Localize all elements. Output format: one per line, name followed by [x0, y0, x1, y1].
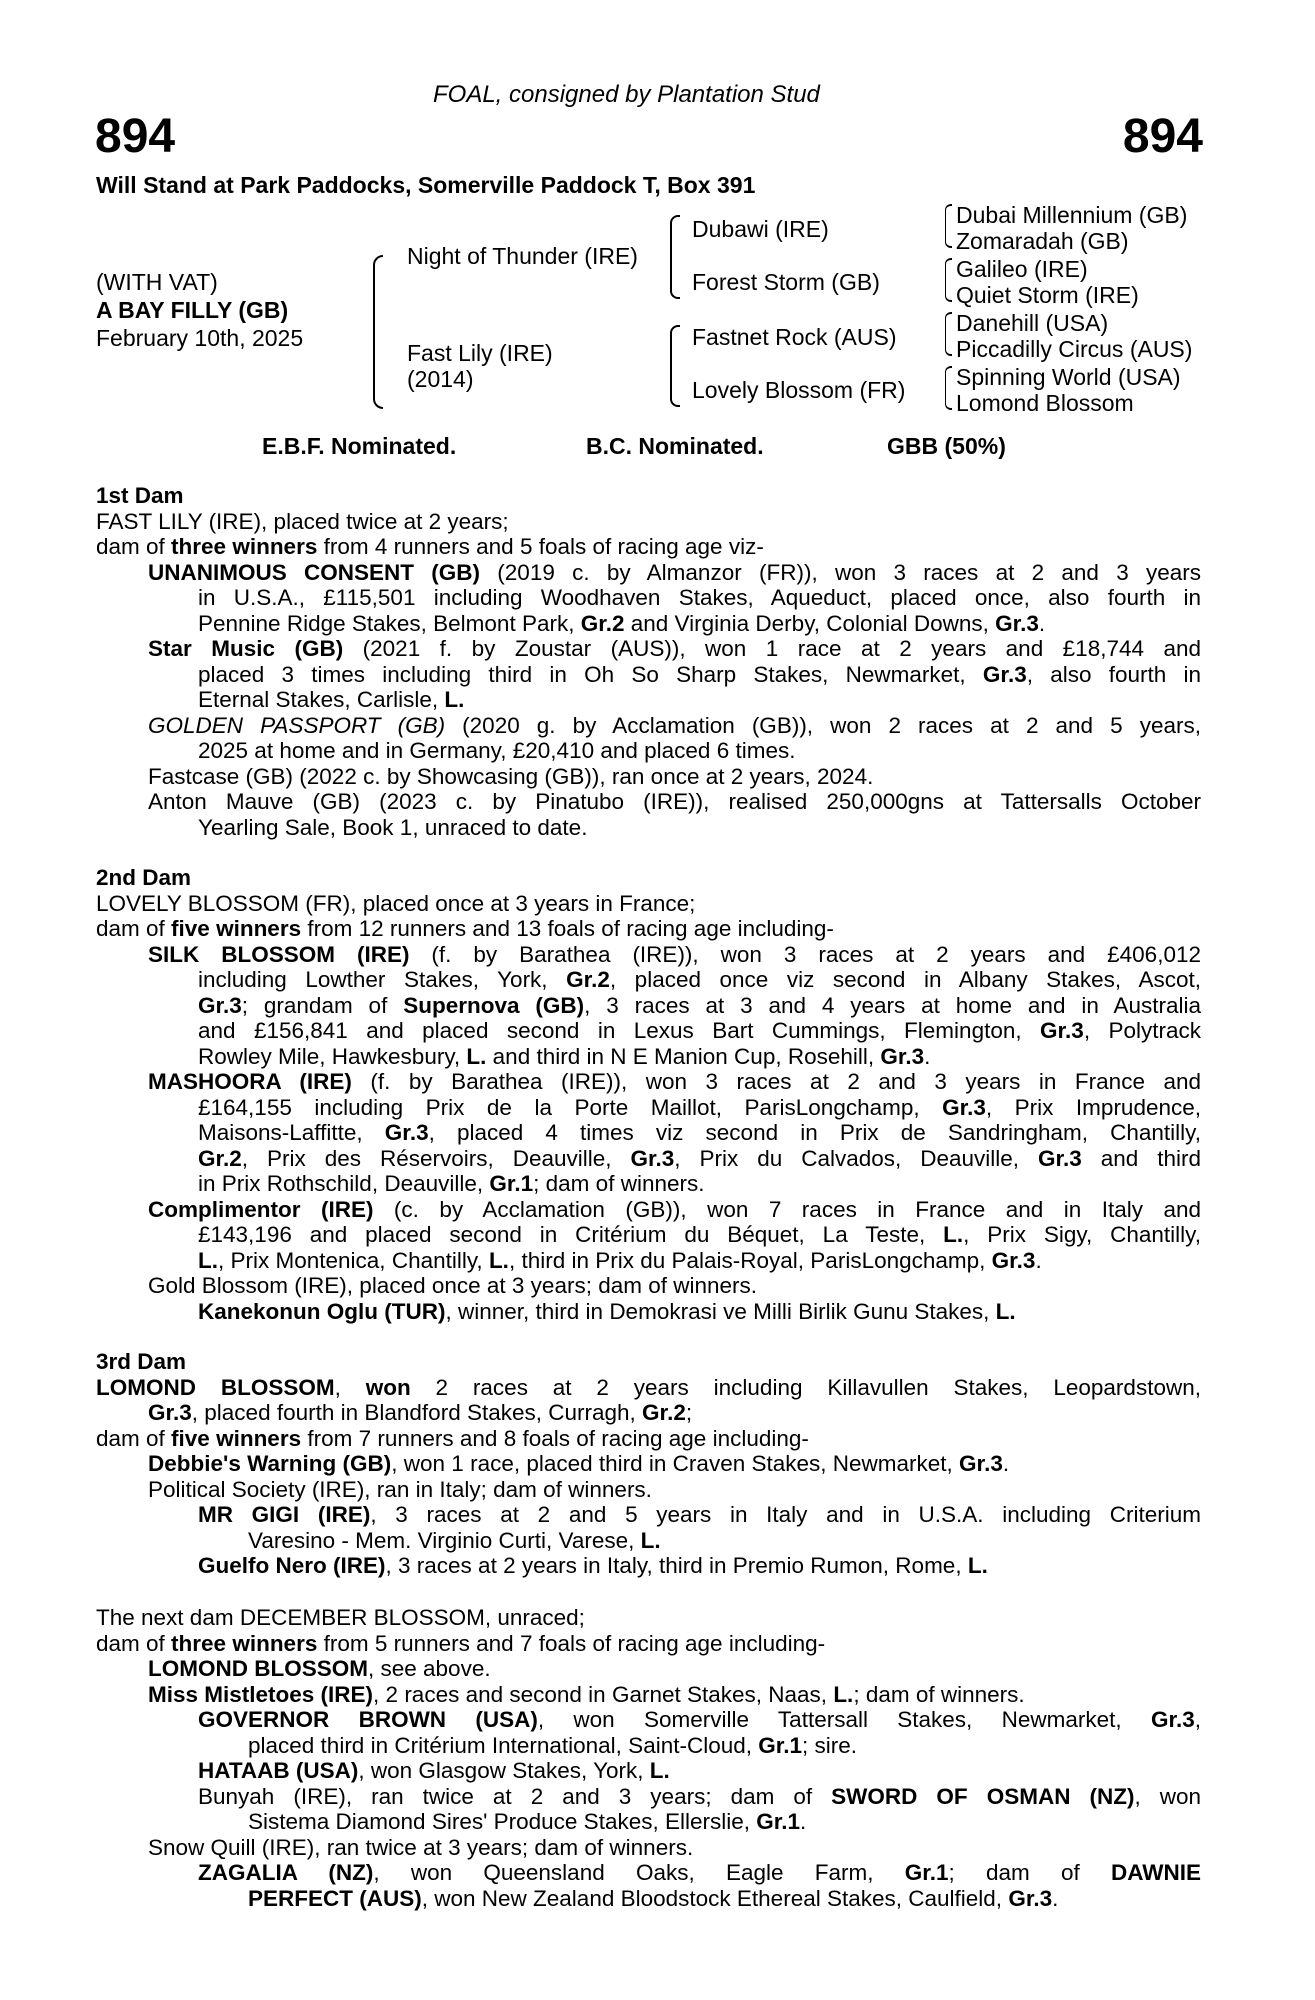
- next-dam-line: [96, 1784, 1201, 1810]
- text-run: (2019 c. by Almanzor (FR)), won 3 races at 2 and 3 years: [480, 559, 1201, 585]
- first-dam-line: [96, 585, 1201, 611]
- text-run: , won Queensland Oaks, Eagle Farm,: [373, 1860, 905, 1885]
- text-run: .: [1052, 1885, 1059, 1911]
- gbb-note: GBB (50%): [887, 433, 1006, 459]
- text-run: Gr.1: [758, 1732, 803, 1758]
- second-dam-line: [96, 1273, 1201, 1299]
- lot-number-left: 894: [95, 110, 176, 163]
- text-run: LOMOND BLOSSOM: [148, 1656, 368, 1681]
- text-run: , won Somerville Tattersall Stakes, Newmarket,: [537, 1707, 1151, 1732]
- pedigree-sire: Night of Thunder (IRE): [407, 243, 638, 269]
- first-dam-heading: 1st Dam: [96, 483, 184, 508]
- text-run: L.: [488, 1247, 509, 1273]
- second-dam-heading: 2nd Dam: [96, 865, 192, 890]
- pedigree-dam: Fast Lily (IRE): [407, 340, 553, 366]
- pedigree-sss: Dubai Millennium (GB): [956, 202, 1188, 228]
- first-dam-line: [96, 815, 1201, 841]
- text-run: , 2 races and second in Garnet Stakes, Naas,: [373, 1681, 834, 1707]
- text-run: ; grandam of: [241, 992, 404, 1018]
- text-run: L.: [943, 1222, 964, 1247]
- first-dam-lines: [96, 509, 1201, 841]
- next-dam-line: [96, 1860, 1201, 1886]
- second-dam-line: [96, 1171, 1201, 1197]
- text-run: Snow Quill (IRE), ran twice at 3 years; dam of winners.: [148, 1834, 694, 1860]
- text-run: Kanekonun Oglu (TUR): [198, 1298, 446, 1324]
- text-run: The next dam DECEMBER BLOSSOM, unraced;: [96, 1605, 585, 1630]
- text-run: five winners: [171, 916, 302, 941]
- text-run: , Prix Sigy, Chantilly,: [963, 1222, 1201, 1247]
- text-run: Gr.3: [198, 992, 242, 1018]
- text-run: and third: [1081, 1145, 1202, 1171]
- text-run: Fastcase (GB) (2022 c. by Showcasing (GB)), ran once at 2 years, 2024.: [148, 763, 874, 789]
- third-dam-line: [96, 1426, 1201, 1452]
- first-dam-line: [96, 738, 1201, 764]
- text-run: , 3 races at 2 and 5 years in Italy and in U.S.A. including Criterium: [370, 1502, 1201, 1527]
- text-run: dam of: [96, 916, 172, 941]
- text-run: ,: [334, 1374, 366, 1400]
- pedigree-dss: Danehill (USA): [956, 310, 1109, 336]
- text-run: Gr.1: [756, 1809, 801, 1834]
- pedigree-sire-dam: Forest Storm (GB): [692, 269, 880, 295]
- first-dam-line: [96, 713, 1201, 739]
- text-run: SILK BLOSSOM (IRE): [148, 941, 410, 967]
- text-run: and third in N E Manion Cup, Rosehill,: [486, 1043, 881, 1069]
- second-dam-line: [96, 1018, 1201, 1044]
- second-dam-section: [96, 865, 1201, 1324]
- text-run: Gr.2: [580, 610, 625, 636]
- text-run: Star Music (GB): [148, 636, 344, 661]
- second-dam-line: [96, 916, 1201, 942]
- text-run: , 3 races at 2 years in Italy, third in Premio Rumon, Rome,: [385, 1553, 968, 1578]
- third-dam-line: [96, 1400, 1201, 1426]
- second-dam-lines: [96, 891, 1201, 1325]
- text-run: £143,196 and placed second in Critérium du Béquet, La Teste,: [198, 1222, 944, 1247]
- text-run: DAWNIE: [1111, 1860, 1201, 1885]
- text-run: and £156,841 and placed second in Lexus Bart Cummings, Flemington,: [198, 1018, 1041, 1043]
- pedigree-brace-ds: [945, 312, 952, 356]
- text-run: , Prix Montenica, Chantilly,: [218, 1247, 489, 1273]
- text-run: L.: [995, 1298, 1016, 1324]
- text-run: Sistema Diamond Sires' Produce Stakes, Ellerslie,: [248, 1809, 757, 1834]
- text-run: SWORD OF OSMAN (NZ): [831, 1783, 1135, 1809]
- text-run: dam of: [96, 534, 172, 559]
- text-run: dam of: [96, 1425, 172, 1451]
- text-run: L.: [833, 1681, 854, 1707]
- text-run: Complimentor (IRE): [148, 1196, 374, 1222]
- lot-title: A BAY FILLY (GB): [96, 297, 289, 323]
- text-run: HATAAB (USA): [198, 1758, 359, 1783]
- second-dam-line: [96, 1044, 1201, 1070]
- text-run: L.: [967, 1553, 988, 1578]
- text-run: L.: [444, 687, 465, 712]
- third-dam-heading: 3rd Dam: [96, 1349, 187, 1374]
- third-dam-line: [96, 1553, 1201, 1579]
- text-run: , winner, third in Demokrasi ve Milli Birlik Gunu Stakes,: [445, 1298, 996, 1324]
- text-run: FAST LILY (IRE), placed twice at 2 years;: [96, 508, 509, 534]
- text-run: in Prix Rothschild, Deauville,: [198, 1171, 490, 1196]
- text-run: and Virginia Derby, Colonial Downs,: [624, 610, 996, 636]
- ebf-nomination: E.B.F. Nominated.: [262, 433, 457, 459]
- text-run: MASHOORA (IRE): [148, 1069, 352, 1094]
- second-dam-line: [96, 1299, 1201, 1325]
- text-run: L.: [466, 1043, 487, 1069]
- text-run: , won: [1134, 1783, 1201, 1809]
- text-run: , Prix des Réservoirs, Deauville,: [241, 1145, 631, 1171]
- pedigree-dam-sire: Fastnet Rock (AUS): [692, 324, 897, 350]
- text-run: , won New Zealand Bloodstock Ethereal Stakes, Caulfield,: [421, 1885, 1009, 1911]
- text-run: ZAGALIA (NZ): [198, 1860, 374, 1885]
- text-run: Gr.3: [982, 661, 1027, 687]
- text-run: five winners: [171, 1425, 302, 1451]
- text-run: Gr.3: [942, 1094, 986, 1120]
- text-run: Gr.3: [630, 1145, 675, 1171]
- second-dam-line: [96, 1095, 1201, 1121]
- text-run: Miss Mistletoes (IRE): [148, 1681, 374, 1707]
- first-dam-line: [96, 662, 1201, 688]
- text-run: Rowley Mile, Hawkesbury,: [198, 1043, 467, 1069]
- text-run: won: [365, 1374, 411, 1400]
- text-run: dam of: [96, 1630, 172, 1656]
- text-run: Pennine Ridge Stakes, Belmont Park,: [198, 610, 581, 636]
- pedigree-dds: Spinning World (USA): [956, 364, 1181, 390]
- text-run: three winners: [171, 534, 318, 559]
- second-dam-line: [96, 1146, 1201, 1172]
- foaling-date: February 10th, 2025: [96, 325, 304, 351]
- text-run: Gr.3: [959, 1451, 1003, 1476]
- text-run: .: [924, 1043, 931, 1069]
- first-dam-line: [96, 534, 1201, 560]
- second-dam-line: [96, 1222, 1201, 1248]
- second-dam-line: [96, 1120, 1201, 1146]
- text-run: GOLDEN PASSPORT (GB): [148, 712, 446, 738]
- text-run: three winners: [171, 1630, 318, 1656]
- text-run: , placed fourth in Blandford Stakes, Curragh,: [191, 1400, 643, 1425]
- first-dam-line: [96, 509, 1201, 535]
- text-run: , placed 4 times viz second in Prix de Sandringham, Chantilly,: [428, 1120, 1201, 1145]
- next-dam-line: [96, 1809, 1201, 1835]
- pedigree-sds: Galileo (IRE): [956, 256, 1088, 282]
- text-run: .: [1038, 610, 1046, 636]
- text-run: (c. by Acclamation (GB)), won 7 races in France and in Italy and: [373, 1196, 1202, 1222]
- text-run: L.: [640, 1527, 661, 1553]
- vat-note: (WITH VAT): [96, 269, 218, 295]
- text-run: including Lowther Stakes, York,: [198, 967, 567, 992]
- pedigree-dam-year: (2014): [407, 366, 474, 392]
- next-dam-line: [96, 1758, 1201, 1784]
- pedigree-brace-sire: [670, 215, 680, 299]
- text-run: Gr.3: [880, 1043, 925, 1069]
- text-run: GOVERNOR BROWN (USA): [198, 1707, 538, 1732]
- third-dam-line: [96, 1477, 1201, 1503]
- first-dam-line: [96, 560, 1201, 586]
- text-run: Guelfo Nero (IRE): [198, 1553, 386, 1578]
- text-run: UNANIMOUS CONSENT (GB): [148, 559, 481, 585]
- text-run: .: [1002, 1451, 1010, 1476]
- next-dam-line: [96, 1707, 1201, 1733]
- text-run: , also fourth in: [1026, 661, 1201, 687]
- text-run: Debbie's Warning (GB): [148, 1451, 392, 1476]
- next-dam-line: [96, 1605, 1201, 1631]
- pedigree-ssd: Zomaradah (GB): [956, 228, 1129, 254]
- text-run: Gr.3: [995, 610, 1039, 636]
- consignor-line: FOAL, consigned by Plantation Stud: [433, 81, 820, 108]
- text-run: , won Glasgow Stakes, York,: [358, 1758, 650, 1783]
- next-dam-section: [96, 1605, 1201, 1911]
- text-run: Gr.2: [198, 1145, 242, 1171]
- third-dam-line: [96, 1451, 1201, 1477]
- first-dam-line: [96, 764, 1201, 790]
- text-run: .: [800, 1809, 807, 1834]
- text-run: Gr.2: [642, 1400, 686, 1425]
- second-dam-line: [96, 891, 1201, 917]
- text-run: Gr.3: [1008, 1885, 1053, 1911]
- text-run: LOVELY BLOSSOM (FR), placed once at 3 years in France;: [96, 890, 696, 916]
- pedigree-dsd: Piccadilly Circus (AUS): [956, 336, 1193, 362]
- text-run: Maisons-Laffitte,: [198, 1120, 385, 1145]
- next-dam-line: [96, 1631, 1201, 1657]
- text-run: 2025 at home and in Germany, £20,410 and placed 6 times.: [198, 738, 796, 763]
- text-run: Gr.1: [904, 1860, 949, 1885]
- third-dam-section: [96, 1349, 1201, 1579]
- next-dam-line: [96, 1682, 1201, 1708]
- text-run: Gr.3: [384, 1120, 429, 1145]
- third-dam-lines: [96, 1375, 1201, 1579]
- text-run: 2 races at 2 years including Killavullen Stakes, Leopardstown,: [410, 1374, 1201, 1400]
- text-run: Gr.2: [566, 967, 610, 992]
- text-run: Varesino - Mem. Virginio Curti, Varese,: [248, 1527, 641, 1553]
- text-run: ; dam of winners.: [533, 1171, 705, 1196]
- text-run: , 3 races at 3 and 4 years at home and in Australia: [584, 992, 1201, 1018]
- pedigree-dam-dam: Lovely Blossom (FR): [692, 377, 906, 403]
- text-run: Gold Blossom (IRE), placed once at 3 years; dam of winners.: [148, 1273, 758, 1298]
- text-run: ;: [685, 1400, 693, 1425]
- text-run: from 4 runners and 5 foals of racing age viz-: [317, 534, 764, 559]
- pedigree-sire-sire: Dubawi (IRE): [692, 216, 829, 242]
- next-dam-line: [96, 1886, 1201, 1912]
- second-dam-line: [96, 942, 1201, 968]
- pedigree-brace-dam: [670, 325, 680, 407]
- third-dam-line: [96, 1375, 1201, 1401]
- lot-number-right: 894: [1122, 110, 1203, 163]
- second-dam-line: [96, 1248, 1201, 1274]
- text-run: .: [1035, 1247, 1042, 1273]
- text-run: Anton Mauve (GB) (2023 c. by Pinatubo (IRE)), realised 250,000gns at Tattersalls October: [148, 789, 1201, 814]
- text-run: , Prix du Calvados, Deauville,: [674, 1145, 1038, 1171]
- text-run: in U.S.A., £115,501 including Woodhaven Stakes, Aqueduct, placed once, also fourth in: [198, 585, 1201, 610]
- text-run: ,: [1194, 1707, 1201, 1732]
- text-run: Gr.3: [148, 1400, 192, 1425]
- text-run: , Polytrack: [1083, 1018, 1201, 1043]
- second-dam-line: [96, 1069, 1201, 1095]
- pedigree-ddd: Lomond Blossom: [956, 390, 1134, 416]
- text-run: L.: [198, 1247, 218, 1273]
- pedigree-brace-main: [373, 255, 383, 409]
- text-run: MR GIGI (IRE): [198, 1502, 371, 1527]
- text-run: (2021 f. by Zoustar (AUS)), won 1 race at 2 years and £18,744 and: [343, 636, 1201, 661]
- text-run: Political Society (IRE), ran in Italy; dam of winners.: [148, 1476, 652, 1502]
- pedigree-sdd: Quiet Storm (IRE): [956, 282, 1139, 308]
- bc-nomination: B.C. Nominated.: [586, 433, 764, 459]
- text-run: placed 3 times including third in Oh So Sharp Stakes, Newmarket,: [198, 661, 983, 687]
- text-run: , Prix Imprudence,: [985, 1094, 1201, 1120]
- text-run: , placed once viz second in Albany Stakes, Ascot,: [609, 967, 1201, 992]
- text-run: Supernova (GB): [403, 992, 585, 1018]
- first-dam-line: [96, 687, 1201, 713]
- text-run: , third in Prix du Palais-Royal, ParisLongchamp,: [508, 1247, 992, 1273]
- text-run: £164,155 including Prix de la Porte Maillot, ParisLongchamp,: [198, 1094, 943, 1120]
- pedigree-brace-ss: [945, 204, 952, 248]
- first-dam-line: [96, 636, 1201, 662]
- text-run: from 12 runners and 13 foals of racing age including-: [301, 916, 834, 941]
- text-run: from 5 runners and 7 foals of racing age including-: [317, 1630, 826, 1656]
- text-run: ; dam of: [948, 1860, 1111, 1885]
- text-run: , won 1 race, placed third in Craven Stakes, Newmarket,: [391, 1451, 960, 1476]
- third-dam-line: [96, 1528, 1201, 1554]
- text-run: ; sire.: [802, 1732, 858, 1758]
- text-run: L.: [649, 1758, 670, 1783]
- text-run: (f. by Barathea (IRE)), won 3 races at 2 and 3 years in France and: [351, 1069, 1201, 1094]
- next-dam-line: [96, 1656, 1201, 1682]
- text-run: Gr.3: [1150, 1707, 1195, 1732]
- text-run: Bunyah (IRE), ran twice at 2 and 3 years; dam of: [198, 1783, 832, 1809]
- text-run: from 7 runners and 8 foals of racing age including-: [301, 1425, 809, 1451]
- text-run: PERFECT (AUS): [248, 1885, 422, 1911]
- first-dam-line: [96, 611, 1201, 637]
- text-run: (2020 g. by Acclamation (GB)), won 2 races at 2 and 5 years,: [445, 712, 1201, 738]
- pedigree-brace-dd: [945, 366, 952, 410]
- second-dam-line: [96, 967, 1201, 993]
- text-run: (f. by Barathea (IRE)), won 3 races at 2 years and £406,012: [409, 941, 1201, 967]
- second-dam-line: [96, 993, 1201, 1019]
- next-dam-line: [96, 1733, 1201, 1759]
- text-run: Yearling Sale, Book 1, unraced to date.: [198, 814, 588, 840]
- location-line: Will Stand at Park Paddocks, Somerville Paddock T, Box 391: [96, 172, 756, 198]
- pedigree-brace-sd: [945, 258, 952, 302]
- next-dam-lines: [96, 1605, 1201, 1911]
- text-run: Gr.3: [1040, 1018, 1084, 1043]
- text-run: LOMOND BLOSSOM: [96, 1374, 335, 1400]
- second-dam-line: [96, 1197, 1201, 1223]
- text-run: Gr.3: [1037, 1145, 1082, 1171]
- third-dam-line: [96, 1502, 1201, 1528]
- text-run: Gr.1: [489, 1171, 534, 1196]
- text-run: , see above.: [368, 1656, 491, 1681]
- first-dam-line: [96, 789, 1201, 815]
- text-run: ; dam of winners.: [853, 1681, 1025, 1707]
- first-dam-section: [96, 483, 1201, 840]
- text-run: placed third in Critérium International, Saint-Cloud,: [248, 1732, 759, 1758]
- text-run: Gr.3: [991, 1247, 1036, 1273]
- next-dam-line: [96, 1835, 1201, 1861]
- text-run: Eternal Stakes, Carlisle,: [198, 687, 445, 712]
